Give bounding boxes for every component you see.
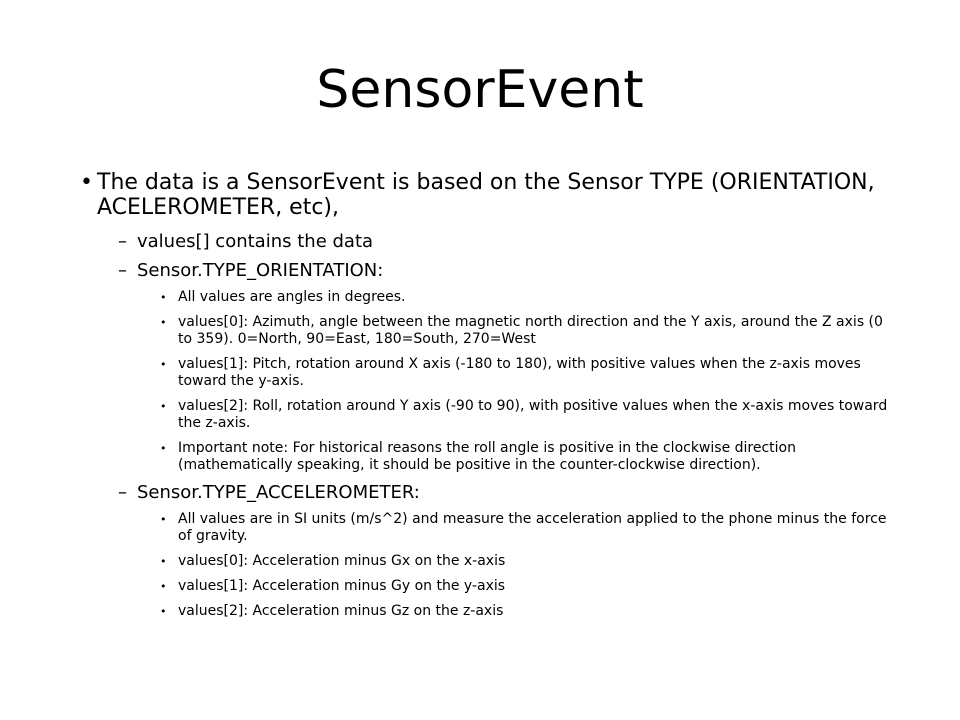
bullet-orientation-item xyxy=(160,398,900,432)
bullet-text: values[0]: Acceleration minus Gx on the x-axis xyxy=(178,553,506,569)
slide-title: SensorEvent xyxy=(316,60,644,120)
bullet-dash-icon: – xyxy=(118,482,127,503)
bullet-accelerometer-item xyxy=(160,603,900,620)
bullet-orientation-heading xyxy=(120,260,900,281)
bullet-dot-icon: • xyxy=(160,291,167,304)
bullet-dot-icon: • xyxy=(160,580,167,593)
bullet-text: Sensor.TYPE_ORIENTATION: xyxy=(137,260,384,281)
bullet-dot-icon: • xyxy=(80,170,93,195)
bullet-orientation-item xyxy=(160,314,900,348)
bullet-dot-icon: • xyxy=(160,442,167,455)
bullet-orientation-item xyxy=(160,440,900,474)
bullet-dash-icon: – xyxy=(118,231,127,252)
bullet-text: The data is a SensorEvent is based on the Sensor TYPE (ORIENTATION, ACELEROMETER, etc), xyxy=(97,170,875,220)
bullet-dash-icon: – xyxy=(118,260,127,281)
bullet-orientation-item xyxy=(160,289,900,306)
bullet-dot-icon: • xyxy=(160,358,167,371)
bullet-accelerometer-item xyxy=(160,511,900,545)
bullet-text: values[1]: Pitch, rotation around X axis (-180 to 180), with positive values when the z-axis moves toward the y-axis. xyxy=(178,356,861,389)
bullet-accelerometer-heading xyxy=(120,482,900,503)
bullet-accelerometer-item xyxy=(160,578,900,595)
slide-body xyxy=(80,170,900,628)
bullet-text: values[2]: Roll, rotation around Y axis (-90 to 90), with positive values when the x-axis moves toward the z-axis. xyxy=(178,398,888,431)
bullet-text: values[1]: Acceleration minus Gy on the y-axis xyxy=(178,578,506,594)
bullet-text: All values are angles in degrees. xyxy=(178,289,406,305)
bullet-accelerometer-item xyxy=(160,553,900,570)
bullet-dot-icon: • xyxy=(160,605,167,618)
bullet-text: values[] contains the data xyxy=(137,231,374,252)
bullet-dot-icon: • xyxy=(160,555,167,568)
bullet-values-array xyxy=(120,231,900,252)
bullet-text: All values are in SI units (m/s^2) and measure the acceleration applied to the phone minus the force of gravity. xyxy=(178,511,887,544)
bullet-text: values[2]: Acceleration minus Gz on the z-axis xyxy=(178,603,504,619)
bullet-text: values[0]: Azimuth, angle between the magnetic north direction and the Y axis, around the Z axis (0 to 359). 0=North, 90=East, 180=South, 270=West xyxy=(178,314,883,347)
bullet-dot-icon: • xyxy=(160,513,167,526)
bullet-orientation-item xyxy=(160,356,900,390)
bullet-dot-icon: • xyxy=(160,400,167,413)
bullet-text: Sensor.TYPE_ACCELEROMETER: xyxy=(137,482,420,503)
bullet-dot-icon: • xyxy=(160,316,167,329)
bullet-text: Important note: For historical reasons the roll angle is positive in the clockwise direction (mathematically speaking, it should be positive in the counter-clockwise direction). xyxy=(178,440,796,473)
bullet-intro xyxy=(80,170,900,220)
